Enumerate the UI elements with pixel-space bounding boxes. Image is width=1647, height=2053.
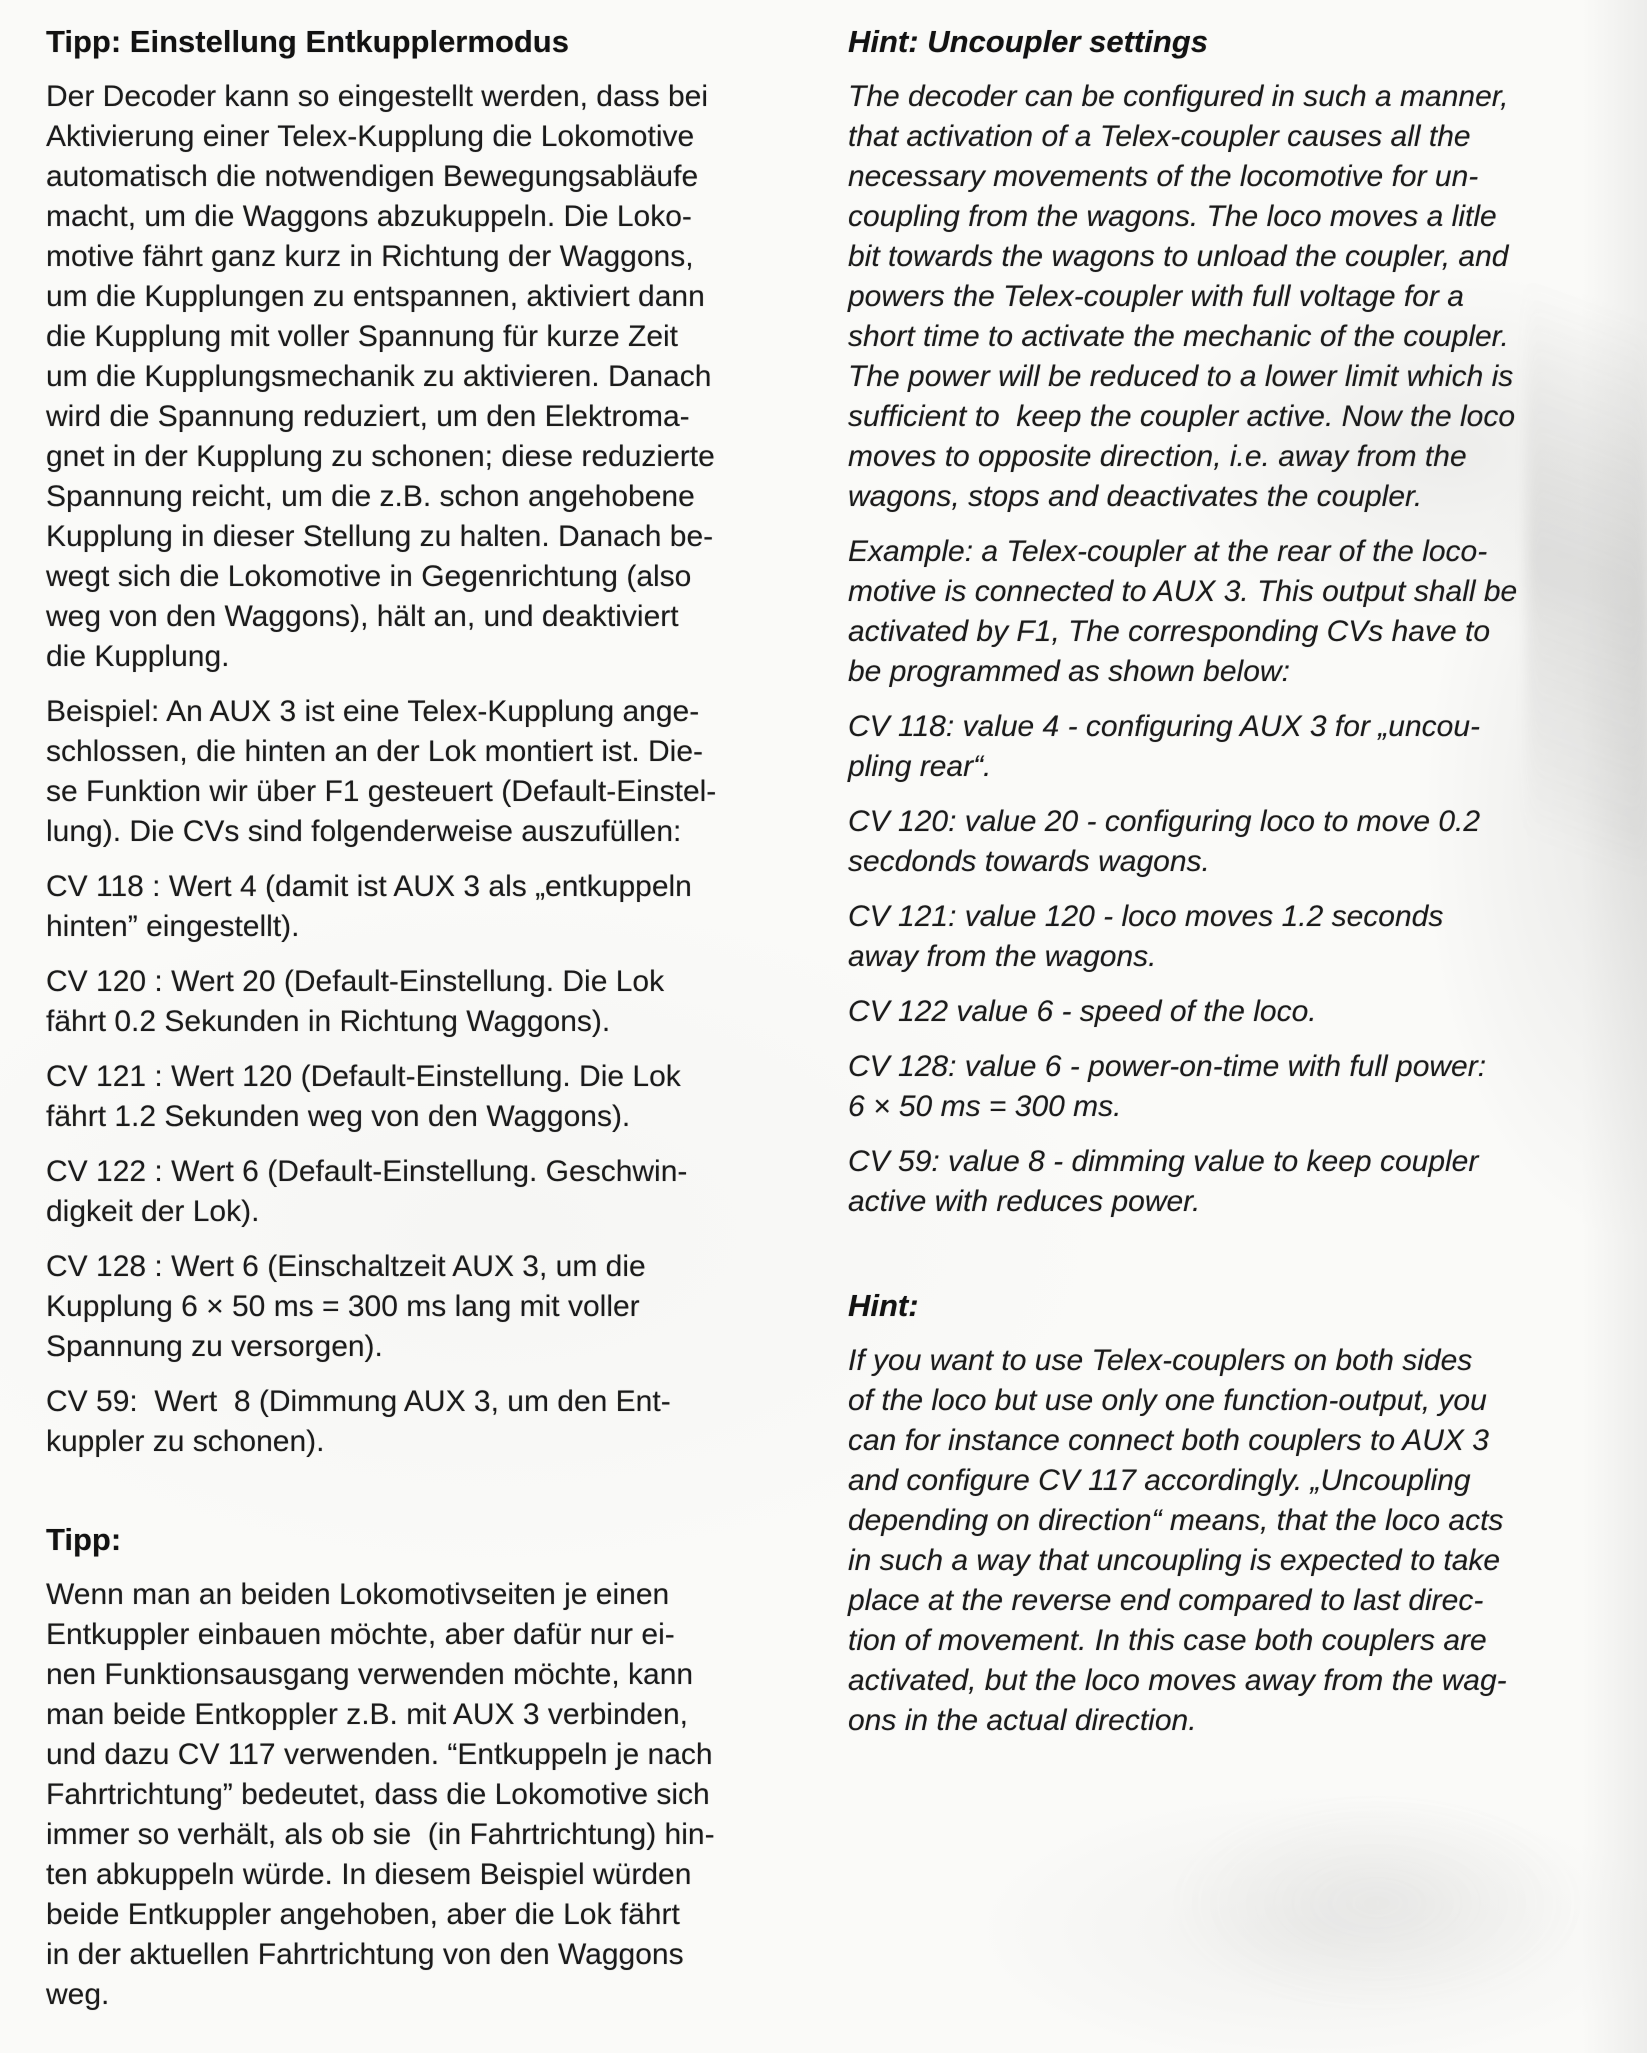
text-line: Kupplung in dieser Stellung zu halten. Danach be- xyxy=(46,520,714,553)
text-line: motive is connected to AUX 3. This output shall be xyxy=(848,575,1518,608)
text-line: nen Funktionsausgang verwenden möchte, kann xyxy=(46,1658,694,1691)
text-line: Tipp: xyxy=(46,1522,122,1557)
text-line: immer so verhält, als ob sie (in Fahrtrichtung) hin- xyxy=(46,1818,715,1851)
text-line: CV 121: value 120 - loco moves 1.2 seconds xyxy=(848,900,1444,933)
text-line: CV 121 : Wert 120 (Default-Einstellung. Die Lok xyxy=(46,1060,681,1093)
text-line: die Kupplung mit voller Spannung für kurze Zeit xyxy=(46,320,679,353)
body-paragraph xyxy=(46,1247,804,1367)
text-line: ten abkuppeln würde. In diesem Beispiel würden xyxy=(46,1858,692,1891)
section-heading xyxy=(848,1286,1596,1326)
text-line: Aktivierung einer Telex-Kupplung die Lokomotive xyxy=(46,120,695,153)
text-line: tion of movement. In this case both couplers are xyxy=(848,1624,1487,1657)
text-line: The decoder can be configured in such a manner, xyxy=(848,80,1509,113)
text-line: moves to opposite direction, i.e. away from the xyxy=(848,440,1467,473)
body-paragraph xyxy=(46,77,804,677)
body-paragraph xyxy=(848,77,1596,517)
text-line: die Kupplung. xyxy=(46,640,230,673)
text-line: Spannung reicht, um die z.B. schon angehobene xyxy=(46,480,695,513)
text-line: Hint: Uncoupler settings xyxy=(848,24,1208,59)
text-line: depending on direction“ means, that the loco acts xyxy=(848,1504,1504,1537)
text-line: in der aktuellen Fahrtrichtung von den Waggons xyxy=(46,1938,684,1971)
text-line: Spannung zu versorgen). xyxy=(46,1330,383,1363)
body-paragraph xyxy=(848,1142,1596,1222)
section-heading xyxy=(46,1520,804,1560)
text-line: pling rear“. xyxy=(848,750,992,783)
text-line: CV 120: value 20 - configuring loco to move 0.2 xyxy=(848,805,1481,838)
body-paragraph xyxy=(848,802,1596,882)
text-line: CV 122 value 6 - speed of the loco. xyxy=(848,995,1317,1028)
section-heading xyxy=(46,22,804,62)
body-paragraph xyxy=(46,1382,804,1462)
text-line: Fahrtrichtung” bedeutet, dass die Lokomotive sich xyxy=(46,1778,710,1811)
text-line: activated by F1, The corresponding CVs have to xyxy=(848,615,1491,648)
text-line: um die Kupplungen zu entspannen, aktiviert dann xyxy=(46,280,705,313)
text-line: fährt 0.2 Sekunden in Richtung Waggons). xyxy=(46,1005,611,1038)
body-paragraph xyxy=(46,692,804,852)
text-line: fährt 1.2 Sekunden weg von den Waggons). xyxy=(46,1100,631,1133)
text-line: CV 59: Wert 8 (Dimmung AUX 3, um den Ent- xyxy=(46,1385,671,1418)
text-line: CV 118: value 4 - configuring AUX 3 for „uncou- xyxy=(848,710,1480,743)
text-line: Kupplung 6 × 50 ms = 300 ms lang mit voller xyxy=(46,1290,640,1323)
text-line: 6 × 50 ms = 300 ms. xyxy=(848,1090,1122,1123)
text-line: coupling from the wagons. The loco moves a litle xyxy=(848,200,1497,233)
text-line: of the loco but use only one function-output, you xyxy=(848,1384,1487,1417)
text-line: automatisch die notwendigen Bewegungsabläufe xyxy=(46,160,699,193)
text-line: activated, but the loco moves away from the wag- xyxy=(848,1664,1507,1697)
body-paragraph xyxy=(46,1152,804,1232)
text-line: Beispiel: An AUX 3 ist eine Telex-Kupplung ange- xyxy=(46,695,700,728)
text-line: CV 128 : Wert 6 (Einschaltzeit AUX 3, um die xyxy=(46,1250,646,1283)
text-line: away from the wagons. xyxy=(848,940,1157,973)
text-line: CV 59: value 8 - dimming value to keep coupler xyxy=(848,1145,1479,1178)
text-line: ons in the actual direction. xyxy=(848,1704,1197,1737)
text-line: Hint: xyxy=(848,1288,919,1323)
text-line: be programmed as shown below: xyxy=(848,655,1290,688)
text-line: place at the reverse end compared to last direc- xyxy=(848,1584,1484,1617)
text-line: wagons, stops and deactivates the coupler. xyxy=(848,480,1423,513)
text-line: CV 128: value 6 - power-on-time with full power: xyxy=(848,1050,1487,1083)
text-line: that activation of a Telex-coupler causes all the xyxy=(848,120,1471,153)
text-line: kuppler zu schonen). xyxy=(46,1425,325,1458)
body-paragraph xyxy=(46,962,804,1042)
text-line: macht, um die Waggons abzukuppeln. Die Loko- xyxy=(46,200,692,233)
text-line: bit towards the wagons to unload the coupler, and xyxy=(848,240,1509,273)
column-english xyxy=(848,22,1596,1756)
text-line: motive fährt ganz kurz in Richtung der Waggons, xyxy=(46,240,694,273)
text-line: weg von den Waggons), hält an, und deaktiviert xyxy=(46,600,679,633)
body-paragraph xyxy=(848,707,1596,787)
text-line: man beide Entkoppler z.B. mit AUX 3 verbinden, xyxy=(46,1698,689,1731)
text-line: short time to activate the mechanic of the coupler. xyxy=(848,320,1509,353)
text-line: CV 120 : Wert 20 (Default-Einstellung. Die Lok xyxy=(46,965,665,998)
text-line: active with reduces power. xyxy=(848,1185,1201,1218)
section-heading xyxy=(848,22,1596,62)
text-line: sufficient to keep the coupler active. Now the loco xyxy=(848,400,1516,433)
text-line: beide Entkuppler angehoben, aber die Lok fährt xyxy=(46,1898,680,1931)
text-line: se Funktion wir über F1 gesteuert (Default-Einstel- xyxy=(46,775,717,808)
text-line: hinten” eingestellt). xyxy=(46,910,300,943)
text-line: If you want to use Telex-couplers on both sides xyxy=(848,1344,1473,1377)
text-line: necessary movements of the locomotive for un- xyxy=(848,160,1479,193)
text-line: Der Decoder kann so eingestellt werden, dass bei xyxy=(46,80,709,113)
text-line: Tipp: Einstellung Entkupplermodus xyxy=(46,24,569,59)
body-paragraph xyxy=(848,992,1596,1032)
text-line: lung). Die CVs sind folgenderweise auszufüllen: xyxy=(46,815,682,848)
text-line: digkeit der Lok). xyxy=(46,1195,260,1228)
body-paragraph xyxy=(46,867,804,947)
text-line: wird die Spannung reduziert, um den Elektroma- xyxy=(46,400,690,433)
scan-smudge-artifact xyxy=(1167,1793,1587,2013)
text-line: CV 122 : Wert 6 (Default-Einstellung. Geschwin- xyxy=(46,1155,688,1188)
body-paragraph xyxy=(848,897,1596,977)
body-paragraph xyxy=(848,1341,1596,1741)
text-line: gnet in der Kupplung zu schonen; diese reduzierte xyxy=(46,440,715,473)
text-line: weg. xyxy=(46,1978,110,2011)
text-line: in such a way that uncoupling is expected to take xyxy=(848,1544,1501,1577)
text-line: um die Kupplungsmechanik zu aktivieren. Danach xyxy=(46,360,712,393)
body-paragraph xyxy=(46,1057,804,1137)
body-paragraph xyxy=(848,532,1596,692)
text-line: and configure CV 117 accordingly. „Uncoupling xyxy=(848,1464,1471,1497)
text-line: und dazu CV 117 verwenden. “Entkuppeln je nach xyxy=(46,1738,713,1771)
text-line: can for instance connect both couplers to AUX 3 xyxy=(848,1424,1489,1457)
text-line: Wenn man an beiden Lokomotivseiten je einen xyxy=(46,1578,670,1611)
column-german xyxy=(46,22,804,2030)
text-line: schlossen, die hinten an der Lok montiert ist. Die- xyxy=(46,735,703,768)
text-line: powers the Telex-coupler with full voltage for a xyxy=(848,280,1464,313)
text-line: Entkuppler einbauen möchte, aber dafür nur ei- xyxy=(46,1618,675,1651)
text-line: secdonds towards wagons. xyxy=(848,845,1210,878)
text-line: wegt sich die Lokomotive in Gegenrichtung (also xyxy=(46,560,692,593)
body-paragraph xyxy=(848,1047,1596,1127)
text-line: Example: a Telex-coupler at the rear of the loco- xyxy=(848,535,1488,568)
body-paragraph xyxy=(46,1575,804,2015)
text-line: CV 118 : Wert 4 (damit ist AUX 3 als „entkuppeln xyxy=(46,870,692,903)
text-line: The power will be reduced to a lower limit which is xyxy=(848,360,1514,393)
